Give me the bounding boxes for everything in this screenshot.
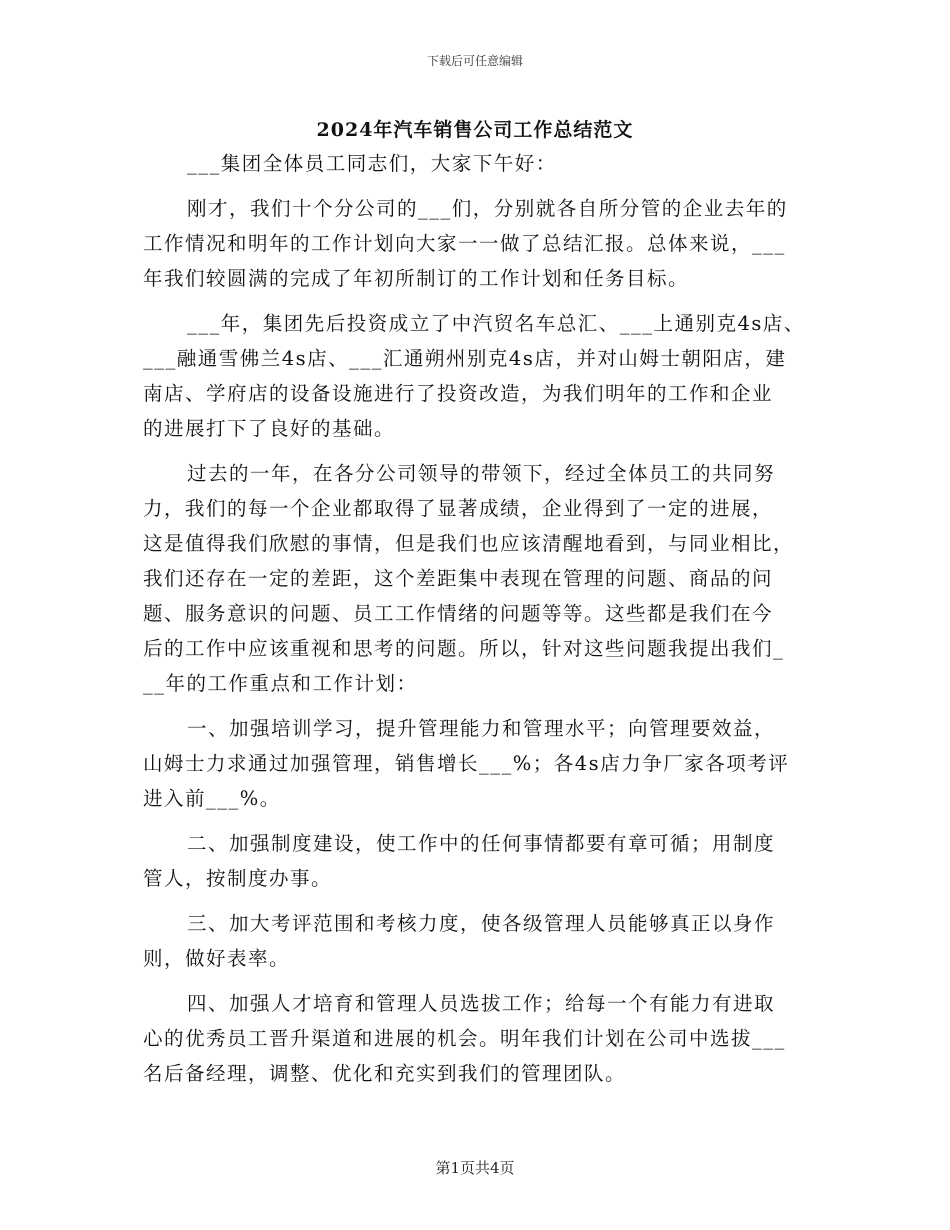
paragraph-plan-2 [143, 826, 833, 896]
text-line: 过去的一年，在各分公司领导的带领下，经过全体员工的共同努 [187, 462, 776, 485]
text-line: 年我们较圆满的完成了年初所制订的工作计划和任务目标。 [143, 267, 690, 290]
paragraph-review [143, 456, 833, 701]
text-line: 二、加强制度建设，使工作中的任何事情都要有章可循；用制度 [187, 832, 776, 855]
paragraph-plan-1 [143, 711, 833, 816]
paragraph-investment [143, 306, 833, 446]
document-title: 2024年汽车销售公司工作总结范文 [316, 119, 634, 141]
document-body [143, 146, 833, 1091]
text-line: 我们还存在一定的差距，这个差距集中表现在管理的问题、商品的问 [143, 567, 774, 590]
text-line: 则，做好表率。 [143, 947, 291, 970]
text-line: 题、服务意识的问题、员工工作情绪的问题等等。这些都是我们在今 [143, 602, 774, 625]
text-line: 一、加强培训学习，提升管理能力和管理水平；向管理要效益， [187, 717, 776, 740]
text-line: 力，我们的每一个企业都取得了显著成绩，企业得到了一定的进展， [143, 497, 774, 520]
text-line: 山姆士力求通过加强管理，销售增长___%；各4s店力争厂家各项考评 [143, 752, 790, 775]
text-line: 心的优秀员工晋升渠道和进展的机会。明年我们计划在公司中选拔___ [143, 1027, 786, 1050]
text-line: ___集团全体员工同志们，大家下午好： [187, 152, 557, 175]
paragraph-plan-3 [143, 906, 833, 976]
page-header-note: 下载后可任意编辑 [426, 54, 523, 68]
text-line: 这是值得我们欣慰的事情，但是我们也应该清醒地看到，与同业相比， [143, 532, 795, 555]
text-line: 南店、学府店的设备设施进行了投资改造，为我们明年的工作和企业 [143, 382, 774, 405]
text-line: __年的工作重点和工作计划： [143, 672, 418, 695]
text-line: 的进展打下了良好的基础。 [143, 417, 396, 440]
page-number-footer: 第1页共4页 [435, 1159, 515, 1177]
text-line: ___年，集团先后投资成立了中汽贸名车总汇、___上通别克4s店、 [187, 312, 805, 335]
text-line: 后的工作中应该重视和思考的问题。所以，针对这些问题我提出我们_ [143, 637, 785, 660]
paragraph-summary [143, 191, 833, 296]
paragraph-greeting [143, 146, 833, 181]
text-line: 进入前___%。 [143, 787, 281, 810]
text-line: 工作情况和明年的工作计划向大家一一做了总结汇报。总体来说，___ [143, 232, 786, 255]
paragraph-plan-4 [143, 986, 833, 1091]
text-line: 管人，按制度办事。 [143, 867, 333, 890]
text-line: 名后备经理，调整、优化和充实到我们的管理团队。 [143, 1062, 627, 1085]
text-line: 四、加强人才培育和管理人员选拔工作；给每一个有能力有进取 [187, 992, 776, 1015]
text-line: 三、加大考评范围和考核力度，使各级管理人员能够真正以身作 [187, 912, 776, 935]
text-line: ___融通雪佛兰4s店、___汇通朔州别克4s店，并对山姆士朝阳店，建 [143, 347, 787, 370]
text-line: 刚才，我们十个分公司的___们，分别就各自所分管的企业去年的 [187, 197, 788, 220]
